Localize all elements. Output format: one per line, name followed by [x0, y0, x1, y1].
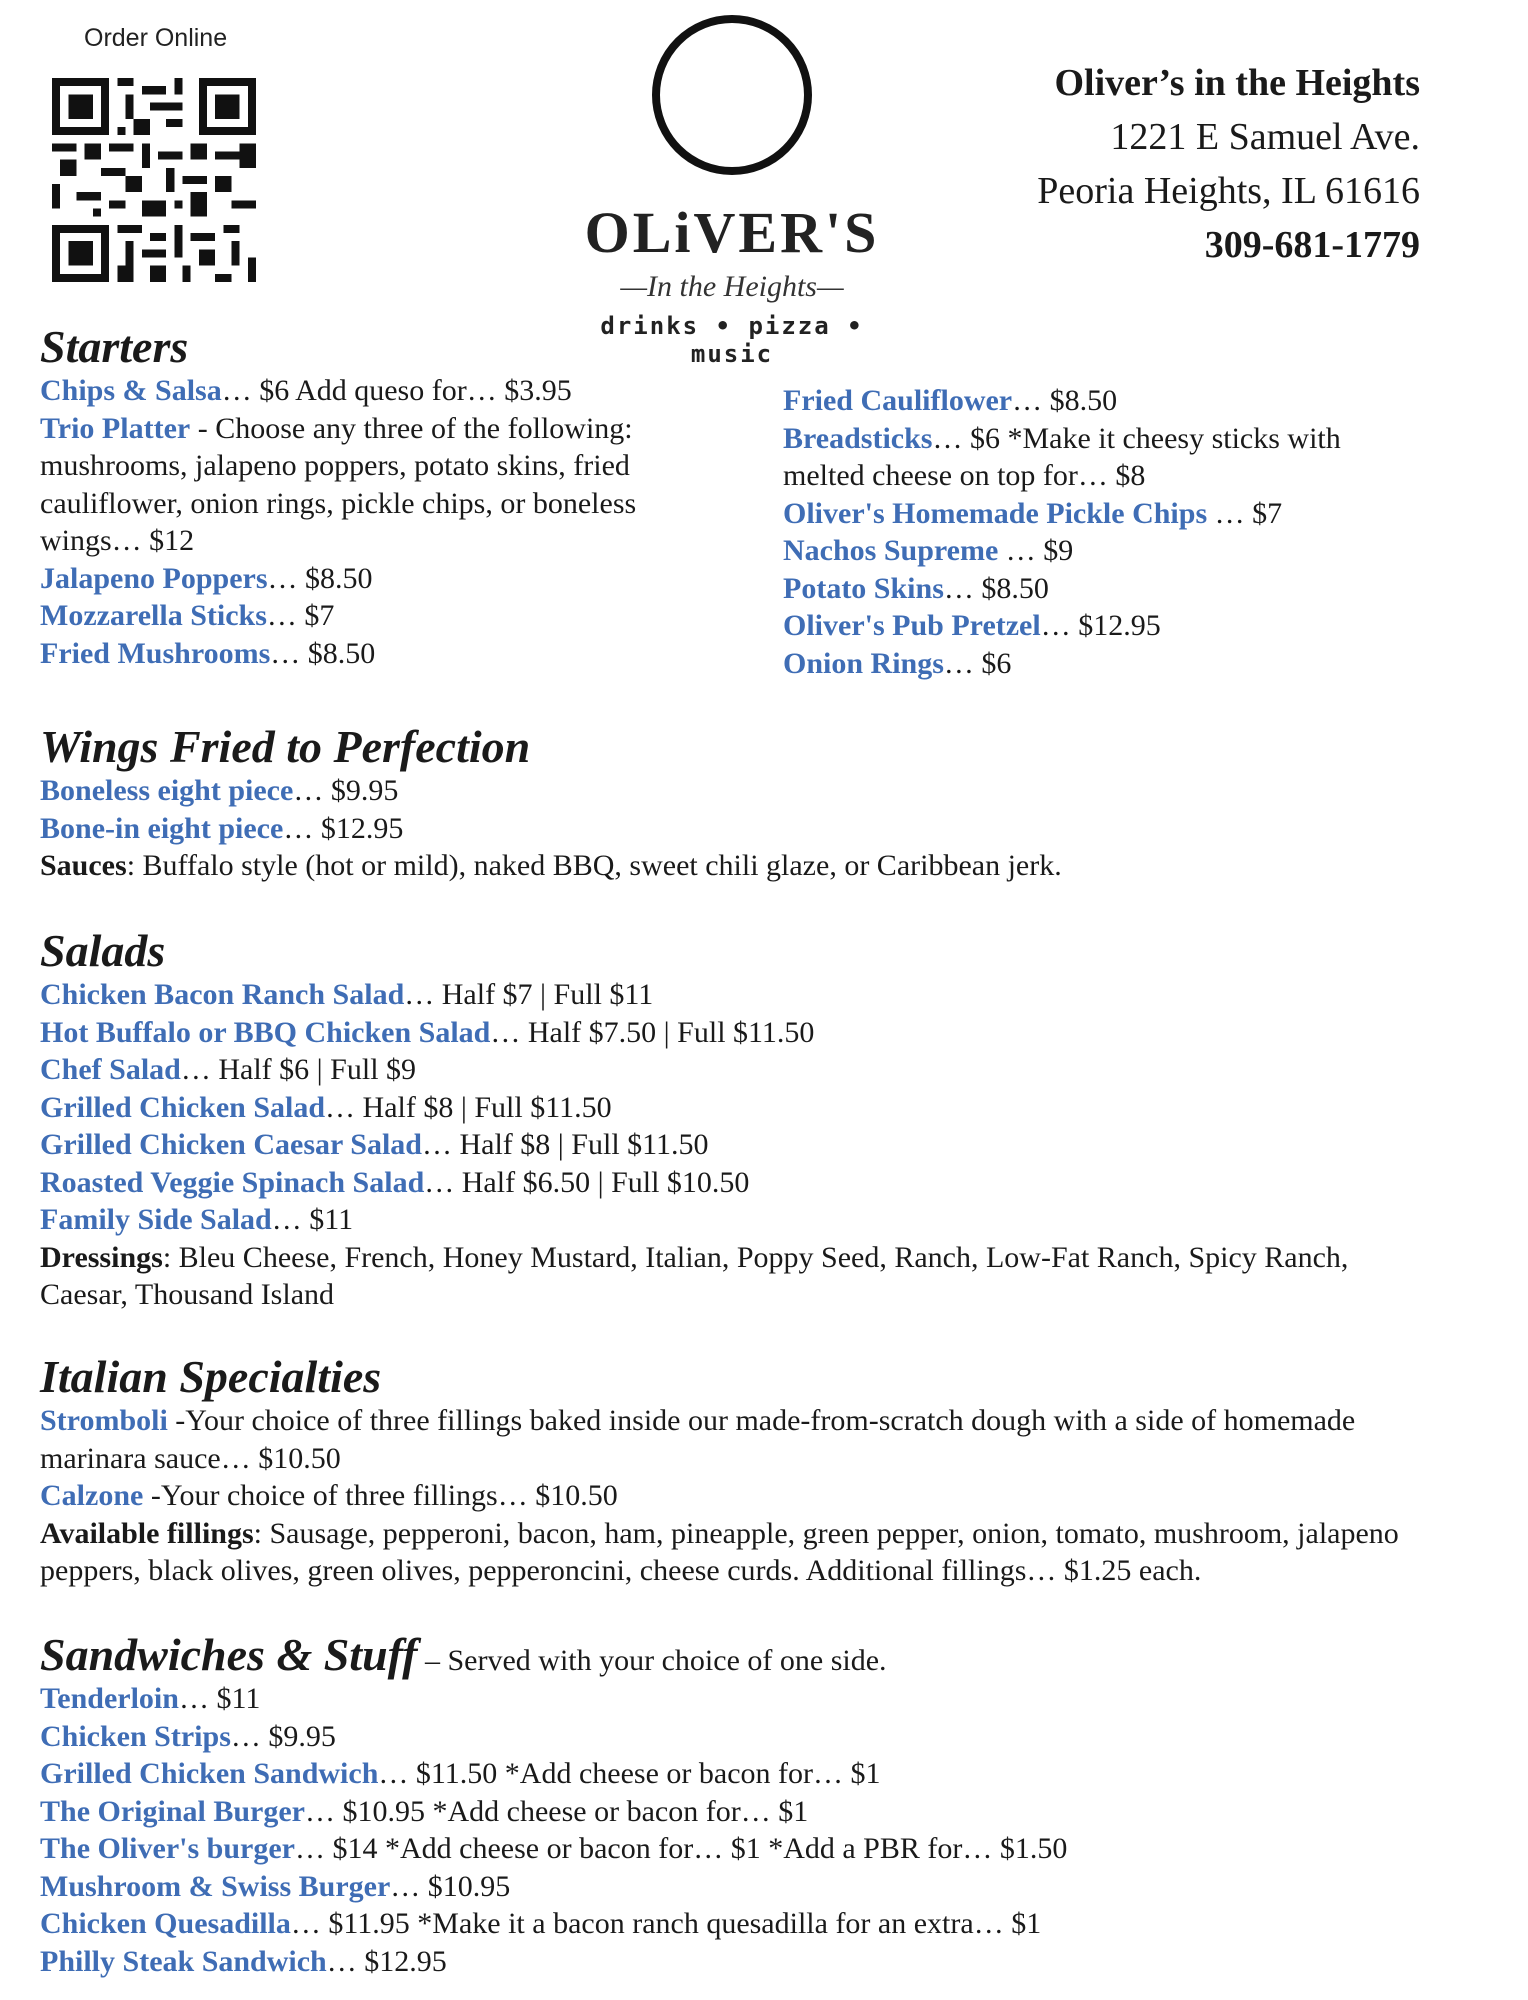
item-detail: -Your choice of three fillings… $10.50: [143, 1479, 618, 1512]
item-name: Fried Mushrooms: [40, 636, 271, 670]
dressings-note: [40, 1239, 1440, 1314]
fillings-label: Available fillings: [40, 1516, 254, 1550]
fillings-text: : Sausage, pepperoni, bacon, ham, pineapple, green pepper, onion, tomato, mushroom, jalapeno peppers, black olives, green olives, pepperoncini, cheese curds. Additional fillings… $1.25 each.: [40, 1516, 1399, 1587]
item-detail: … $8.50: [270, 636, 376, 670]
logo-sub: —In the Heights—: [620, 270, 844, 303]
menu-item: [40, 810, 1480, 848]
menu-item: [40, 1868, 1480, 1906]
menu-item: [40, 1126, 1440, 1164]
logo-tagline: drinks • pizza • music: [600, 312, 864, 368]
item-detail: … $10.95 *Add cheese or bacon for… $1: [305, 1794, 809, 1828]
italian-list: [40, 1402, 1460, 1590]
menu-item: [40, 772, 1480, 810]
item-detail: … $14 *Add cheese or bacon for… $1 *Add a PBR for… $1.50: [294, 1832, 1068, 1865]
item-name: Chicken Bacon Ranch Salad: [40, 978, 405, 1011]
item-detail: … $8.50: [1012, 384, 1118, 417]
item-name: The Oliver's burger: [40, 1832, 295, 1865]
item-name: Philly Steak Sandwich: [40, 1944, 327, 1978]
logo-sub-text: In the Heights: [647, 270, 817, 303]
item-detail: … Half $7.50 | Full $11.50: [490, 1015, 815, 1049]
sandwiches-heading: [40, 1628, 887, 1688]
dressings-text: : Bleu Cheese, French, Honey Mustard, Italian, Poppy Seed, Ranch, Low-Fat Ranch, Spicy Ranch, Caesar, Thousand Island: [40, 1240, 1349, 1311]
item-detail: -Your choice of three fillings baked inside our made-from-scratch dough with a side of homemade marinara sauce… $10.50: [40, 1404, 1356, 1475]
salads-list: [40, 976, 1440, 1314]
item-name: Chips & Salsa: [40, 374, 222, 407]
item-detail: … $11.50 *Add cheese or bacon for… $1: [378, 1757, 881, 1790]
item-detail: … $6: [943, 646, 1012, 680]
item-name: Breadsticks: [783, 421, 933, 455]
qr-code[interactable]: [52, 78, 256, 282]
sauces-note: [40, 847, 1480, 885]
olivers-logo: [582, 10, 882, 368]
menu-item: [40, 976, 1440, 1014]
salads-heading: Salads: [40, 925, 166, 976]
item-detail: … $12.95: [1040, 609, 1161, 642]
menu-item: [783, 607, 1403, 645]
wings-list: [40, 772, 1480, 885]
item-name: Hot Buffalo or BBQ Chicken Salad: [40, 1015, 491, 1049]
item-detail: … Half $6.50 | Full $10.50: [424, 1165, 750, 1199]
menu-item: [783, 495, 1403, 533]
menu-item: [40, 1680, 1480, 1718]
item-name: Chicken Strips: [40, 1719, 231, 1753]
item-name: Bone-in eight piece: [40, 811, 284, 845]
item-name: Grilled Chicken Sandwich: [40, 1757, 379, 1790]
menu-item: [40, 372, 700, 410]
item-detail: … $11.95 *Make it a bacon ranch quesadilla for an extra… $1: [290, 1907, 1042, 1940]
item-detail: … $10.95: [390, 1869, 511, 1903]
item-name: Mozzarella Sticks: [40, 599, 267, 632]
item-name: Jalapeno Poppers: [40, 561, 268, 595]
menu-item: [40, 1905, 1480, 1943]
menu-item: [40, 1051, 1440, 1089]
item-name: Trio Platter: [40, 411, 191, 445]
item-name: The Original Burger: [40, 1794, 305, 1828]
item-detail: - Choose any three of the following: mushrooms, jalapeno poppers, potato skins, fried cauliflower, onion rings, pickle chips, or boneless wings… $12: [40, 411, 637, 557]
item-detail: … Half $8 | Full $11.50: [421, 1128, 709, 1161]
item-detail: … Half $6 | Full $9: [180, 1053, 417, 1086]
menu-item: [783, 645, 1403, 683]
menu-item: [40, 1201, 1440, 1239]
address-line2: Peoria Heights, IL 61616: [1037, 170, 1420, 212]
item-detail: … $7: [1207, 496, 1283, 530]
item-name: Chicken Quesadilla: [40, 1907, 291, 1940]
item-name: Family Side Salad: [40, 1203, 272, 1236]
menu-item: [40, 635, 700, 673]
sandwiches-note: – Served with your choice of one side.: [417, 1644, 887, 1677]
menu-item: [40, 1402, 1460, 1477]
menu-item: [783, 532, 1403, 570]
item-detail: … $9.95: [293, 774, 399, 807]
item-detail: … $11: [178, 1682, 261, 1715]
item-name: Tenderloin: [40, 1682, 179, 1715]
item-name: Roasted Veggie Spinach Salad: [40, 1165, 425, 1199]
restaurant-name: Oliver’s in the Heights: [1054, 62, 1420, 104]
item-name: Onion Rings: [783, 646, 944, 680]
menu-item: [783, 382, 1403, 420]
starters-heading: Starters: [40, 321, 189, 372]
starters-right-list: [783, 382, 1403, 682]
phone-number[interactable]: 309-681-1779: [1204, 224, 1420, 266]
menu-item: [40, 1755, 1480, 1793]
menu-item: [783, 570, 1403, 608]
sauces-text: : Buffalo style (hot or mild), naked BBQ, sweet chili glaze, or Caribbean jerk.: [126, 849, 1062, 882]
menu-item: [783, 420, 1403, 495]
item-name: Chef Salad: [40, 1053, 181, 1086]
item-detail: … $6 Add queso for… $3.95: [221, 374, 572, 407]
sandwiches-list: [40, 1680, 1480, 1980]
dressings-label: Dressings: [40, 1240, 163, 1274]
address-line1: 1221 E Samuel Ave.: [1110, 116, 1420, 158]
fillings-note: [40, 1515, 1460, 1590]
item-name: Fried Cauliflower: [783, 384, 1013, 417]
order-online-label: Order Online: [84, 24, 228, 52]
item-name: Potato Skins: [783, 571, 944, 605]
menu-item: [40, 1477, 1460, 1515]
address-block: [1037, 56, 1420, 272]
menu-item: [40, 1830, 1480, 1868]
item-detail: … $11: [271, 1203, 354, 1236]
item-name: Calzone: [40, 1479, 144, 1512]
menu-item: [40, 1164, 1440, 1202]
item-detail: … Half $8 | Full $11.50: [325, 1090, 612, 1124]
item-name: Stromboli: [40, 1404, 168, 1437]
starters-left-list: [40, 372, 700, 672]
menu-item: [40, 1089, 1440, 1127]
item-detail: … $12.95: [326, 1944, 447, 1978]
item-detail: … $8.50: [267, 561, 373, 595]
item-detail: … $8.50: [943, 571, 1049, 605]
item-name: Mushroom & Swiss Burger: [40, 1869, 391, 1903]
menu-item: [40, 1718, 1480, 1756]
logo-brand: OLiVER'S: [584, 200, 880, 265]
item-detail: … $7: [266, 599, 335, 632]
item-name: Oliver's Homemade Pickle Chips: [783, 496, 1208, 530]
menu-item: [40, 1793, 1480, 1831]
wings-heading: Wings Fried to Perfection: [40, 721, 531, 772]
item-detail: … Half $7 | Full $11: [404, 978, 654, 1011]
menu-item: [40, 410, 700, 560]
menu-item: [40, 560, 700, 598]
item-detail: … $12.95: [283, 811, 404, 845]
item-name: Grilled Chicken Salad: [40, 1090, 326, 1124]
item-detail: … $9: [998, 534, 1074, 567]
item-detail: … $9.95: [230, 1719, 336, 1753]
brush-circle-icon: [647, 10, 817, 180]
item-name: Boneless eight piece: [40, 774, 294, 807]
sandwiches-title: Sandwiches & Stuff: [40, 1629, 418, 1680]
item-name: Nachos Supreme: [783, 534, 999, 567]
menu-item: [40, 597, 700, 635]
menu-item: [40, 1943, 1480, 1981]
item-detail: … $6 *Make it cheesy sticks with melted cheese on top for… $8: [783, 421, 1341, 492]
menu-item: [40, 1014, 1440, 1052]
italian-heading: Italian Specialties: [40, 1351, 382, 1402]
item-name: Oliver's Pub Pretzel: [783, 609, 1041, 642]
item-name: Grilled Chicken Caesar Salad: [40, 1128, 422, 1161]
sauces-label: Sauces: [40, 849, 127, 882]
